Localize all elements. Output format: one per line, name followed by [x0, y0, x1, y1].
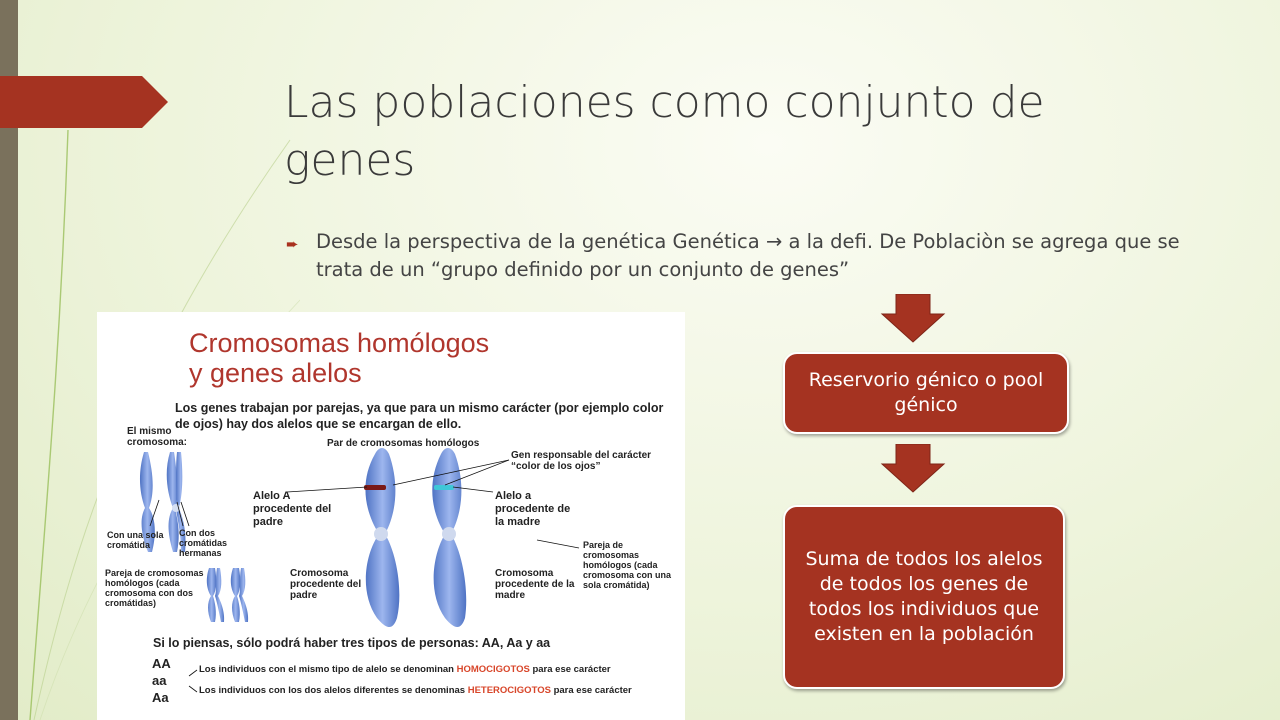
label-pair-right: Pareja de cromosomas homólogos (cada cromosoma con una sola cromátida) — [583, 540, 672, 590]
small-chromosome-pair — [207, 568, 248, 622]
homo-pre: Los individuos con el mismo tipo de alelo se denominan — [199, 664, 457, 675]
homo-post: para ese carácter — [529, 664, 611, 675]
flow-box-gene-pool-text: Reservorio génico o pool génico — [808, 369, 1044, 416]
down-arrow-icon-2 — [880, 444, 946, 494]
label-gene: Gen responsable del carácter “color de los ojos” — [511, 450, 652, 472]
figure-title-line2: y genes alelos — [189, 358, 362, 388]
label-same-chromosome: El mismo cromosoma: — [127, 426, 188, 448]
genotype-2: aa — [152, 673, 167, 688]
figure-intro: Los genes trabajan por parejas, ya que para un mismo carácter (por ejemplo color de ojos) hay dos alelos que se encargan de ello. — [175, 401, 664, 431]
hetero-word: HETEROCIGOTOS — [467, 685, 551, 696]
flow-box-definition — [783, 505, 1065, 689]
hetero-pre: Los individuos con los dos alelos diferentes se denominas — [199, 685, 468, 696]
label-double-chromatid: Con dos cromátidas hermanas — [179, 528, 228, 558]
homozygous-explanation — [199, 664, 611, 675]
hetero-post: para ese carácter — [550, 685, 632, 696]
title-accent-tab — [0, 76, 168, 128]
big-chromosome-mother — [432, 448, 466, 627]
label-pair-left: Pareja de cromosomas homólogos (cada cromosoma con dos cromátidas) — [105, 568, 204, 608]
label-pair: Par de cromosomas homólogos — [327, 438, 480, 449]
bullet-point — [286, 228, 1206, 284]
label-allele-mother: Alelo a procedente de la madre — [495, 490, 571, 528]
chromosome-drawing — [97, 312, 685, 720]
figure-title-line1: Cromosomas homólogos — [189, 328, 490, 358]
chromosome-figure — [97, 312, 685, 720]
heterozygous-explanation — [199, 685, 632, 696]
figure-question: Si lo piensas, sólo podrá haber tres tipos de personas: AA, Aa y aa — [153, 636, 551, 650]
homo-word: HOMOCIGOTOS — [456, 664, 530, 675]
flow-box-definition-text: Suma de todos los alelos de todos los genes de todos los individuos que existen en la población — [805, 548, 1043, 645]
slide-title: Las poblaciones como conjunto de genes — [284, 77, 1045, 186]
label-chromosome-father: Cromosoma procedente del padre — [290, 568, 362, 601]
right-arrow-bullet-icon: ➨ — [286, 235, 299, 253]
label-allele-father: Alelo A procedente del padre — [253, 490, 332, 528]
genotype-1: AA — [152, 656, 171, 671]
label-chromosome-mother: Cromosoma procedente de la madre — [495, 568, 575, 601]
down-arrow-icon — [880, 294, 946, 344]
flow-box-gene-pool — [783, 352, 1069, 434]
genotype-3: Aa — [152, 690, 169, 705]
bullet-text: Desde la perspectiva de la genética Genética → a la defi. De Poblaciòn se agrega que se trata de un “grupo definido por un conjunto de genes” — [316, 230, 1180, 281]
label-single-chromatid: Con una sola cromátida — [107, 530, 164, 550]
